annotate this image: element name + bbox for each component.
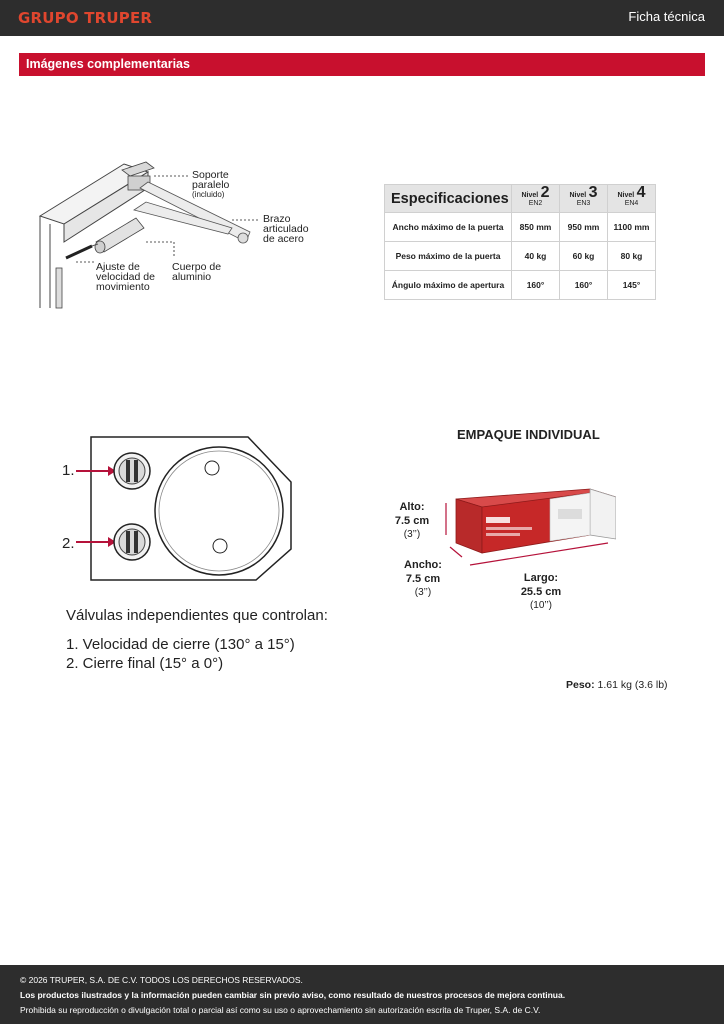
- label-line: velocidad de: [96, 271, 155, 283]
- table-cell: 60 kg: [560, 242, 608, 271]
- label-note: (incluido): [192, 190, 225, 199]
- table-cell: 40 kg: [512, 242, 560, 271]
- dimension-imperial: (3’’): [403, 529, 421, 540]
- dimension-value: 7.5 cm: [394, 515, 430, 527]
- package-weight: [566, 679, 668, 691]
- level-header: [512, 185, 560, 213]
- section-title: Imágenes complementarias: [26, 57, 190, 71]
- package-length: [514, 571, 568, 613]
- label-line: movimiento: [96, 281, 150, 293]
- level-standard: EN3: [576, 200, 591, 207]
- dimension-value: 25.5 cm: [520, 586, 562, 598]
- footer-prohibition: Prohibida su reproducción o divulgación total o parcial así como su uso o aprovechamiento sin autorización escrita de Truper, S.A. de C.V.: [20, 1005, 541, 1015]
- dimension-label: Largo:: [523, 572, 559, 584]
- dimension-label: Alto:: [399, 501, 425, 513]
- table-cell: 850 mm: [512, 213, 560, 242]
- dimension-imperial: (3’’): [414, 587, 432, 598]
- section-header: [19, 53, 705, 76]
- package-illustration: [440, 485, 616, 573]
- document-type: Ficha técnica: [628, 9, 705, 24]
- dimension-label: Ancho:: [404, 559, 442, 571]
- table-cell: 145°: [608, 271, 656, 300]
- level-number: 2: [540, 184, 550, 201]
- level-word: Nivel: [521, 192, 539, 199]
- bracket-label: [192, 170, 229, 200]
- valves-title: Válvulas independientes que controlan:: [66, 607, 328, 624]
- valve-item: 2. Cierre final (15° a 0°): [66, 655, 224, 672]
- level-number: 4: [636, 184, 646, 201]
- level-number: 3: [588, 184, 598, 201]
- table-cell: 80 kg: [608, 242, 656, 271]
- top-bar: [0, 0, 724, 36]
- speed-adjust-label: [96, 262, 155, 292]
- table-title: Especificaciones: [385, 185, 512, 213]
- row-label: Ancho máximo de la puerta: [385, 213, 512, 242]
- weight-value: 1.61 kg (3.6 lb): [594, 679, 668, 691]
- specifications-table: [384, 184, 656, 300]
- brand-logo[interactable]: GRUPO TRUPER: [18, 9, 153, 27]
- dimension-value: 7.5 cm: [405, 573, 441, 585]
- level-header: [560, 185, 608, 213]
- table-header-row: [385, 185, 656, 213]
- valve-diagram: [60, 434, 296, 584]
- table-cell: 160°: [560, 271, 608, 300]
- label-line: articulado: [263, 223, 309, 235]
- valve-marker-2: 2.: [62, 535, 75, 552]
- label-line: Brazo: [263, 213, 291, 225]
- level-word: Nivel: [617, 192, 635, 199]
- footer-notice: Los productos ilustrados y la información pueden cambiar sin previo aviso, como resultado de nuestros procesos de mejora continua.: [20, 990, 566, 1000]
- level-standard: EN2: [528, 200, 543, 207]
- weight-label: Peso:: [566, 679, 595, 691]
- table-row: [385, 242, 656, 271]
- row-label: Peso máximo de la puerta: [385, 242, 512, 271]
- body-label: [172, 262, 221, 282]
- footer: [0, 965, 724, 1024]
- arm-label: [263, 214, 309, 244]
- package-width: [398, 558, 448, 600]
- footer-copyright: © 2026 TRUPER, S.A. DE C.V. TODOS LOS DERECHOS RESERVADOS.: [20, 975, 303, 985]
- label-line: Cuerpo de: [172, 261, 222, 273]
- table-cell: 1100 mm: [608, 213, 656, 242]
- level-header: [608, 185, 656, 213]
- level-standard: EN4: [624, 200, 639, 207]
- label-line: Soporte: [192, 169, 229, 181]
- table-row: [385, 213, 656, 242]
- label-line: de acero: [263, 233, 304, 245]
- valve-marker-1: 1.: [62, 462, 75, 479]
- table-row: [385, 271, 656, 300]
- table-cell: 950 mm: [560, 213, 608, 242]
- valve-item: 1. Velocidad de cierre (130° a 15°): [66, 636, 295, 653]
- package-title: EMPAQUE INDIVIDUAL: [457, 427, 600, 442]
- dimension-imperial: (10’’): [529, 600, 553, 611]
- package-height: [392, 500, 432, 542]
- door-closer-diagram: [36, 158, 326, 318]
- row-label: Ángulo máximo de apertura: [385, 271, 512, 300]
- level-word: Nivel: [569, 192, 587, 199]
- label-line: aluminio: [172, 271, 212, 283]
- label-line: Ajuste de: [96, 261, 140, 273]
- table-cell: 160°: [512, 271, 560, 300]
- label-line: paralelo: [192, 179, 230, 191]
